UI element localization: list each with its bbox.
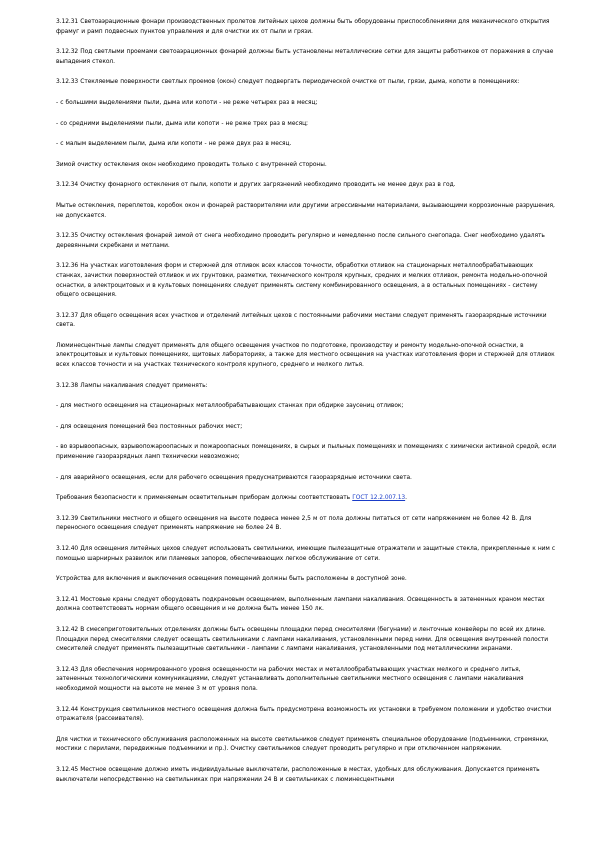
gost-link[interactable]: ГОСТ 12.2.007.13: [352, 495, 406, 502]
paragraph-3-12-33: 3.12.33 Стекляемые поверхности светлых проемов (окон) следует подвергать периодической очистке от пыли, грязи, дыма, копоти в помещениях:: [56, 79, 520, 86]
paragraph-3-12-37: 3.12.37 Для общего освещения всех участков и отделений литейных цехов с постоянными рабочими местами следует применять газоразрядные источники света.: [56, 312, 547, 329]
paragraph-3-12-38: 3.12.38 Лампы накаливания следует применять:: [56, 382, 208, 389]
paragraph-3-12-36: 3.12.36 На участках изготовления форм и стержней для отливок всех классов точности, обработки отливок на стационарных металлообрабатывающих станках, зачистки поверхностей отливок и их грунтовки, разметки, технического контроля крупных, средних и мелких отливок, ремонта модельно-опочной оснастки, в электроцитовых и в культовых помещениях следует применять систему комбинированного освещения, а в остальных помещениях - систему общего освещения.: [56, 263, 548, 299]
paragraph-fluorescent-lamps: Люминесцентные лампы следует применять для общего освещения участков по подготовке, производству и ремонту модельно-опочной оснастки, в электроцитовых и культовых помещениях, щитовых лабораториях, а также для местного освещения на участках изготовления форм и стержней для отливок всех классов точности и на участках технического контроля крупного, среднего и мелкого литья.: [56, 342, 555, 369]
safety-requirements-end: .: [405, 495, 407, 502]
paragraph-switch-placement: Устройства для включения и выключения освещения помещений должны быть расположены в доступной зоне.: [56, 576, 407, 583]
paragraph-3-12-45: 3.12.45 Местное освещение должно иметь индивидуальные выключатели, расположенные в местах, удобных для обслуживания. Допускается применять выключатели непосредственно на светильниках при напряжении 24 В и светильниках с люминесцентными: [56, 766, 540, 783]
list-item-emergency-lighting: - для аварийного освещения, если для рабочего освещения предусматриваются газоразрядные источники света.: [56, 474, 412, 481]
paragraph-winter-cleaning: Зимой очистку остекления окон необходимо проводить только с внутренней стороны.: [56, 161, 327, 168]
paragraph-3-12-42: 3.12.42 В смесеприготовительных отделениях должны быть освещены площадки перед смесителями (бегунами) и ленточные конвейеры по всей их длине. Площадки перед смесителями следует освещать светильниками с лампами накаливания, установленными перед ними. Для освещения внутренней полости смесителей следует применять пылезащитные светильники - лампами с лампами накаливания, установленными под металлическими экранами.: [56, 626, 549, 653]
paragraph-washing-restriction: Мытье остекления, переплетов, коробок окон и фонарей растворителями или другими агрессивными материалами, вызывающими коррозионные разрушения, не допускается.: [56, 202, 555, 219]
paragraph-3-12-40: 3.12.40 Для освещения литейных цехов следует использовать светильники, имеющие пылезащитные отражатели и защитные стекла, прикрепленные к ним с помощью шарнирных развилок или пламевых запоров, обеспечивающих легкое обслуживание от сети.: [56, 546, 556, 562]
paragraph-3-12-34: 3.12.34 Очистку фонарного остекления от пыли, копоти и других загрязнений необходимо проводить не менее двух раз в год.: [56, 182, 456, 189]
list-item-low-dust: - с малым выделением пыли, дыма или копоти - не реже двух раз в месяц.: [56, 141, 292, 148]
list-item-heavy-dust: - с большими выделениями пыли, дыма или копоти - не реже четырех раз в месяц;: [56, 99, 318, 106]
paragraph-3-12-44: 3.12.44 Конструкция светильников местного освещения должна быть предусмотрена возможность их установки в требуемом положении и удобство очистки отражателя (рассеивателя).: [56, 706, 552, 723]
list-item-medium-dust: - со средними выделениями пыли, дыма или копоти - не реже трех раз в месяц;: [56, 120, 308, 127]
paragraph-safety-requirements: [56, 494, 557, 504]
list-item-hazardous-rooms: - во взрывоопасных, взрывопожароопасных и пожароопасных помещениях, в сырых и пыльных помещениях и помещениях с химически активной средой, если применение газоразрядных ламп технически невозможно;: [56, 444, 557, 461]
paragraph-3-12-39: 3.12.39 Светильники местного и общего освещения на высоте подвеса менее 2,5 м от пола должны питаться от сети напряжением не более 42 В. Для переносного освещения следует применять напряжение не более 24 В.: [56, 515, 532, 532]
list-item-local-lighting: - для местного освещения на стационарных металлообрабатывающих станках при обдирке заусениц отливок;: [56, 403, 404, 410]
paragraph-3-12-31: 3.12.31 Светоаэрационные фонари производственных пролетов литейных цехов должны быть оборудованы приспособлениями для механического открытия фрамуг и рамп подвесных пунктов управления и для очистки их от пыли и грязи.: [56, 19, 550, 35]
safety-requirements-text: Требования безопасности к применяемым осветительным приборам должны соответствовать: [56, 495, 353, 502]
paragraph-3-12-35: 3.12.35 Очистку остекления фонарей зимой от снега необходимо проводить регулярно и немедленно после сильного снегопада. Снег необходимо удалять деревянными скребками и метлами.: [56, 233, 545, 249]
paragraph-3-12-41: 3.12.41 Мостовые краны следует оборудовать подкрановым освещением, выполненным лампами накаливания. Освещенность в затененных краном местах должна соответствовать нормам общего освещения и не должна быть менее 150 лк.: [56, 596, 545, 613]
paragraph-maintenance-equipment: Для чистки и технического обслуживания расположенных на высоте светильников следует применять специальное оборудование (подъемники, стремянки, мостики с перилами, передвижные подъемники и пр.). Очистку светильников следует проводить регулярно и при отключенном напряжении.: [56, 736, 549, 753]
paragraph-3-12-43: 3.12.43 Для обеспечения нормированного уровня освещенности на рабочих местах и металлообрабатывающих участках мелкого и среднего литья, затененных технологическими коммуникациями, следует устанавливать дополнительные светильники местного освещения с лампами накаливания необходимой мощности на высоте не менее 3 м от уровня пола.: [56, 666, 524, 692]
list-item-no-workplaces: - для освещения помещений без постоянных рабочих мест;: [56, 423, 243, 430]
paragraph-3-12-32: 3.12.32 Под светлыми проемами светоаэрационных фонарей должны быть установлены металлические сетки для защиты работников от поражения в случае выпадения стекол.: [56, 49, 554, 65]
